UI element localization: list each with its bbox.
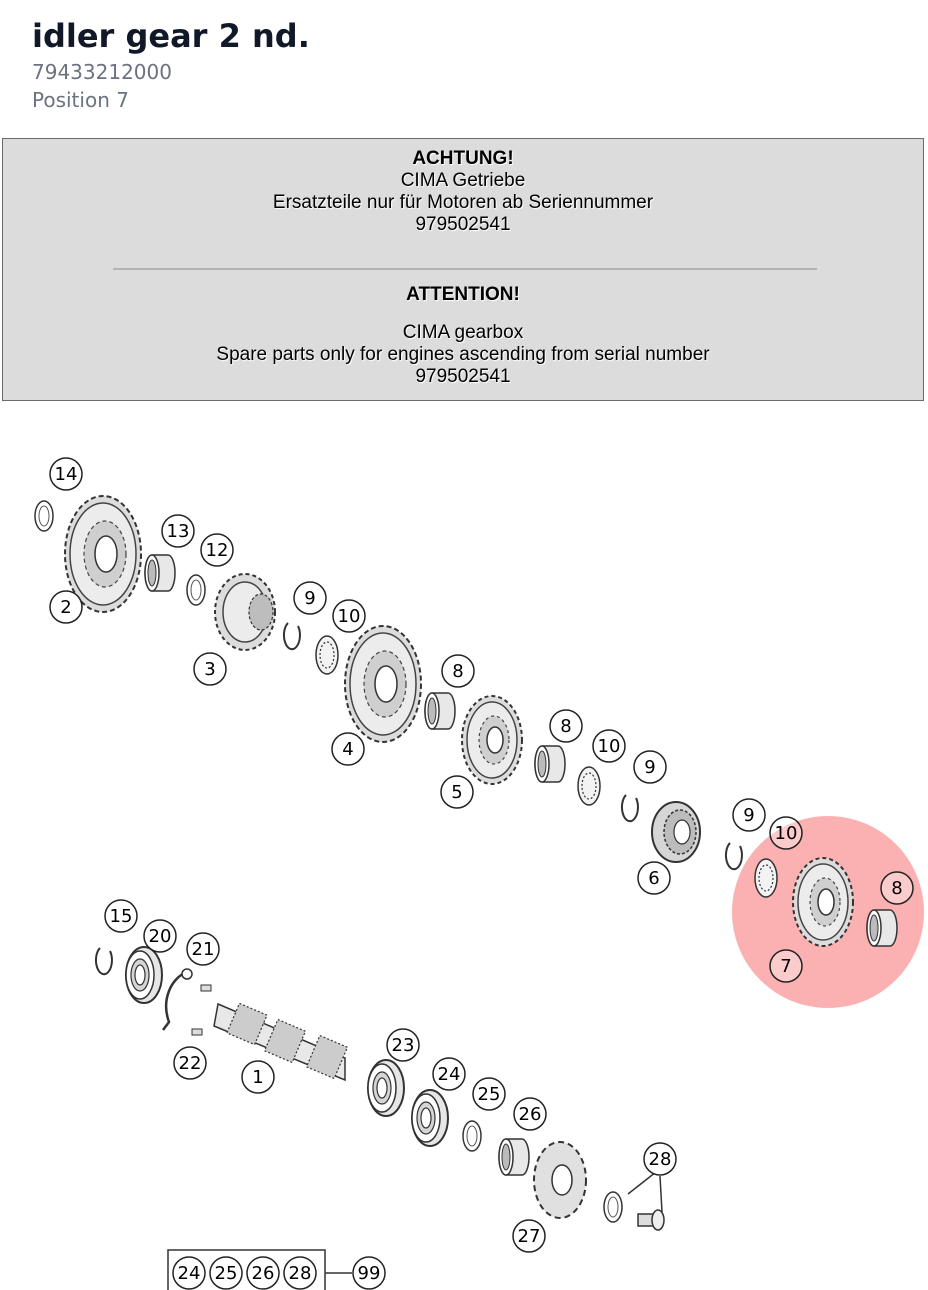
svg-text:20: 20: [148, 926, 172, 947]
callout-3[interactable]: [194, 653, 226, 685]
svg-text:26: 26: [251, 1263, 275, 1284]
notice-en-heading: ATTENTION!: [406, 284, 520, 305]
kit-callout-28[interactable]: [284, 1257, 316, 1289]
callout-23[interactable]: [387, 1029, 419, 1061]
svg-text:12: 12: [205, 540, 229, 561]
notice-de-heading: ACHTUNG!: [412, 148, 514, 169]
svg-text:10: 10: [774, 823, 798, 844]
svg-text:6: 6: [648, 868, 660, 889]
notice-en-line2: Spare parts only for engines ascending from serial number: [216, 344, 710, 365]
callout-7[interactable]: [770, 950, 802, 982]
callout-2[interactable]: [50, 591, 82, 623]
part-position: Position 7: [32, 88, 129, 112]
callout-8[interactable]: [550, 710, 582, 742]
kit-callout-26[interactable]: [247, 1257, 279, 1289]
svg-text:15: 15: [109, 906, 133, 927]
part-number: 79433212000: [32, 60, 172, 84]
kit-callout-99[interactable]: [353, 1257, 385, 1289]
svg-text:99: 99: [357, 1263, 381, 1284]
svg-text:9: 9: [644, 757, 656, 778]
callout-9[interactable]: [294, 582, 326, 614]
callout-1[interactable]: [242, 1061, 274, 1093]
svg-text:10: 10: [337, 606, 361, 627]
callout-25[interactable]: [473, 1078, 505, 1110]
svg-text:25: 25: [477, 1084, 501, 1105]
svg-text:8: 8: [560, 716, 572, 737]
svg-text:22: 22: [178, 1053, 202, 1074]
svg-text:24: 24: [177, 1263, 201, 1284]
svg-text:1: 1: [252, 1067, 264, 1088]
part-title: idler gear 2 nd.: [32, 17, 310, 55]
svg-text:28: 28: [648, 1149, 672, 1170]
svg-text:26: 26: [518, 1104, 542, 1125]
svg-text:9: 9: [743, 805, 755, 826]
svg-text:10: 10: [597, 736, 621, 757]
callout-10[interactable]: [333, 600, 365, 632]
svg-text:27: 27: [517, 1226, 541, 1247]
callout-13[interactable]: [162, 515, 194, 547]
callout-12[interactable]: [201, 534, 233, 566]
callout-28[interactable]: [644, 1143, 676, 1175]
svg-text:3: 3: [204, 659, 216, 680]
svg-text:23: 23: [391, 1035, 415, 1056]
callout-10[interactable]: [770, 817, 802, 849]
callout-27[interactable]: [513, 1220, 545, 1252]
callout-8[interactable]: [881, 872, 913, 904]
notice-de-line1: CIMA Getriebe: [400, 170, 526, 191]
svg-text:14: 14: [54, 464, 78, 485]
callout-8[interactable]: [442, 655, 474, 687]
exploded-parts-diagram: [0, 405, 928, 1290]
callout-14[interactable]: [50, 458, 82, 490]
kit-callout-25[interactable]: [210, 1257, 242, 1289]
svg-text:28: 28: [288, 1263, 312, 1284]
callout-10[interactable]: [593, 730, 625, 762]
svg-text:25: 25: [214, 1263, 238, 1284]
callout-20[interactable]: [144, 920, 176, 952]
notice-divider: [113, 268, 817, 270]
callout-15[interactable]: [105, 900, 137, 932]
svg-text:9: 9: [304, 588, 316, 609]
part-header: [32, 14, 310, 114]
callout-9[interactable]: [634, 751, 666, 783]
notice-de-serial: 979502541: [415, 214, 511, 235]
svg-text:8: 8: [452, 661, 464, 682]
svg-text:4: 4: [342, 739, 354, 760]
svg-text:5: 5: [451, 782, 463, 803]
callout-9[interactable]: [733, 799, 765, 831]
callout-24[interactable]: [433, 1058, 465, 1090]
svg-text:2: 2: [60, 597, 72, 618]
notice-english: [3, 284, 923, 388]
notice-german: [3, 148, 923, 236]
notice-en-line1: CIMA gearbox: [402, 322, 524, 343]
callout-22[interactable]: [174, 1047, 206, 1079]
attention-notice: [2, 138, 924, 401]
notice-en-serial: 979502541: [415, 366, 511, 387]
svg-text:24: 24: [437, 1064, 461, 1085]
input-shaft: [214, 1003, 347, 1080]
callout-6[interactable]: [638, 862, 670, 894]
notice-de-line2: Ersatzteile nur für Motoren ab Seriennummer: [272, 192, 654, 213]
svg-text:21: 21: [191, 939, 215, 960]
svg-text:7: 7: [780, 956, 792, 977]
callout-4[interactable]: [332, 733, 364, 765]
callout-26[interactable]: [514, 1098, 546, 1130]
kit-callout-24[interactable]: [173, 1257, 205, 1289]
svg-text:8: 8: [891, 878, 903, 899]
callout-5[interactable]: [441, 776, 473, 808]
svg-text:13: 13: [166, 521, 190, 542]
callout-21[interactable]: [187, 933, 219, 965]
